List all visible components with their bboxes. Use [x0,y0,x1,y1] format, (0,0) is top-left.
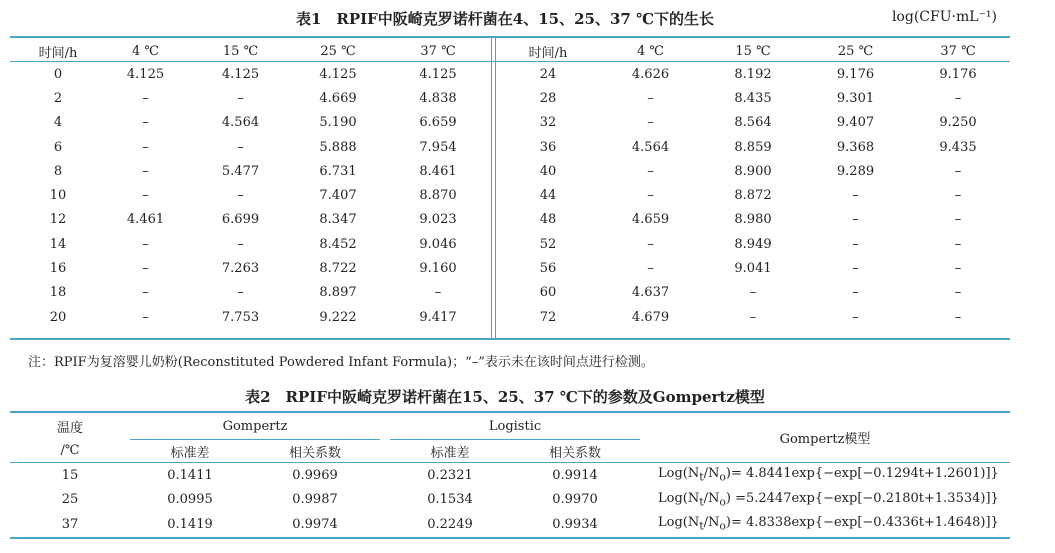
model-mid: /N [703,490,720,506]
table-cell: 4.637 [631,285,670,301]
table-cell: 0.9974 [292,516,338,532]
table-row [498,232,1008,256]
model-mid: /N [703,466,720,482]
table-cell: – [852,309,859,325]
table2 [10,413,1010,537]
table-cell: – [852,212,859,228]
table-row [18,111,488,135]
table-cell: 9.417 [419,309,457,325]
table-cell: 18 [49,285,67,301]
table-cell: 0.0995 [167,492,213,508]
table-cell: – [954,188,962,204]
table-cell: – [749,285,757,301]
table1-col-header: 4 ℃ [132,43,159,59]
spacer-cell [380,512,390,537]
table-cell: 52 [539,236,557,252]
table-row [498,305,1008,329]
model-prefix: Log(N [658,490,700,506]
table1-col-header: 25 ℃ [320,43,356,59]
table-row [498,256,1008,280]
table-cell: 32 [539,115,557,131]
table-cell: 9.407 [836,115,875,131]
table1-right [498,40,1008,329]
table-cell: – [852,261,859,277]
table1-title: 表1 RPIF中阪崎克罗诺杆菌在4、15、25、37 ℃下的生长 [295,10,715,28]
table1-left-header [18,40,488,62]
temp-header-top: 温度 [56,420,83,436]
table-cell: 6 [53,139,63,155]
table-cell: 44 [539,188,557,204]
table-cell: 8.900 [734,163,772,179]
table-cell: – [852,236,859,252]
table-cell: 5.888 [319,139,357,155]
table-cell: 36 [539,139,557,155]
table-cell: – [142,261,149,277]
gompertz-group-header: Gompertz [130,413,380,440]
table-cell: 8.897 [319,285,357,301]
model-body: )= 4.8441exp{−exp[−0.1294t+1.2601)]} [725,466,999,482]
table-cell: 7.263 [221,261,260,277]
model-mid: /N [703,515,720,531]
table-cell: 8.435 [734,90,772,106]
spacer-cell [380,488,390,513]
model-subscript-t: t [699,520,704,534]
table-row [18,86,488,110]
table-cell: 8 [53,163,63,179]
table-cell: 0.2249 [427,516,473,532]
table-cell: – [647,163,654,179]
table-cell: – [237,90,244,106]
table-row [498,159,1008,183]
model-prefix: Log(N [658,466,700,482]
table-cell: 8.564 [734,115,772,131]
table-cell: – [142,188,149,204]
table-cell: – [954,285,962,301]
model-subscript-0: o [719,520,726,534]
table-cell: 8.870 [419,188,457,204]
table-cell: 4.659 [631,212,670,228]
table-cell: – [852,285,859,301]
table-cell: 7.753 [221,309,260,325]
table-cell: 9.289 [836,163,875,179]
table-row [18,232,488,256]
table-cell: 9.160 [419,261,457,277]
table-cell: 4.461 [126,212,165,228]
table-cell: 60 [539,285,557,301]
table-cell: 0.9969 [292,467,338,483]
model-body: )= 4.8338exp{−exp[−0.4336t+1.4648)]} [725,515,999,531]
table2-bottom-rule [10,537,1010,539]
table-cell: 12 [49,212,67,228]
table-cell: 8.192 [734,66,772,82]
table-cell: 5.190 [319,115,357,131]
table-cell: 4.125 [221,66,260,82]
temp-header-bottom: /℃ [10,440,130,463]
table-row [10,463,1010,488]
model-equation [640,512,1010,537]
table-cell: 7.954 [419,139,457,155]
table-cell: 9.046 [419,236,457,252]
table-cell: 48 [539,212,557,228]
table-row [18,281,488,305]
table1-left [18,40,488,329]
model-body: ) =5.2447exp{−exp[−0.2180t+1.3534)]} [725,490,999,506]
model-prefix: Log(N [658,515,700,531]
table-cell: – [954,309,962,325]
model-equation [640,488,1010,513]
table-cell: 0.9934 [552,516,598,532]
table-cell: 9.176 [939,66,977,82]
table-cell: 8.452 [319,236,357,252]
table-cell: – [954,163,962,179]
table-cell: – [142,285,149,301]
table-row [498,135,1008,159]
table1-col-header: 37 ℃ [940,43,976,59]
table-cell: – [434,285,442,301]
table2-title: 表2 RPIF中阪崎克罗诺杆菌在15、25、37 ℃下的参数及Gompertz模型 [245,388,765,406]
table-row [18,208,488,232]
table-row [18,62,488,86]
table-cell: – [647,236,654,252]
table1-col-header: 25 ℃ [837,43,874,59]
table-cell: 7.407 [319,188,357,204]
table-row [18,256,488,280]
table-cell: 9.023 [419,212,457,228]
model-subscript-0: o [719,495,726,509]
table-cell: 9.222 [319,309,357,325]
table-cell: – [237,188,244,204]
table-cell: 16 [49,261,67,277]
table-cell: 9.435 [939,139,977,155]
table-cell: 40 [539,163,557,179]
table-cell: 9.176 [836,66,875,82]
model-subscript-t: t [699,495,704,509]
table-cell: 0.1419 [167,516,213,532]
table-cell: – [237,285,244,301]
model-equation [640,463,1010,488]
logistic-corr-header: 相关系数 [510,440,640,463]
table-cell: 4.564 [221,115,260,131]
table-cell: – [142,115,149,131]
table-row [18,135,488,159]
table1-note: 注：RPIF为复溶婴儿奶粉(Reconstituted Powdered Infant Formula)；“–”表示未在该时间点进行检测。 [28,355,654,370]
table-cell: – [647,90,654,106]
table1-right-header [498,40,1008,62]
table-row [498,62,1008,86]
table-row [498,86,1008,110]
table-cell: 10 [49,188,67,204]
table-cell: 5.477 [221,163,260,179]
table-cell: 0.9970 [552,492,598,508]
model-subscript-0: o [719,471,726,485]
table-cell: 4.564 [631,139,670,155]
table-cell: 8.980 [734,212,772,228]
table-cell: 24 [539,66,557,82]
table-cell: 4.125 [126,66,165,82]
table-cell: 4.125 [319,66,357,82]
table-cell: 8.347 [319,212,357,228]
logistic-group-header: Logistic [390,413,640,440]
table-row [10,512,1010,537]
table-cell: 2 [53,90,63,106]
table-cell: 28 [539,90,557,106]
table-cell: 0.2321 [427,467,473,483]
table-row [498,183,1008,207]
table-cell: 8.949 [734,236,772,252]
table1-bottom-rule [10,338,1010,340]
table-row [18,305,488,329]
table1-col-header: 4 ℃ [637,43,664,59]
table-cell: – [142,90,149,106]
table-cell: 0.9987 [292,492,338,508]
table-cell: 9.250 [939,115,977,131]
table-cell: 0.1534 [427,492,473,508]
table-cell: 4.679 [631,309,670,325]
table-cell: 0.1411 [167,467,213,483]
table-cell: – [237,139,244,155]
table-cell: – [954,90,962,106]
table-cell: – [142,163,149,179]
table-cell: 14 [49,236,67,252]
table1-top-rule [10,36,1010,38]
table-cell: 4.626 [631,66,670,82]
table-cell: – [954,261,962,277]
table-cell: – [954,212,962,228]
table-row [18,183,488,207]
table-cell: 4 [53,115,63,131]
table-cell: 6.659 [419,115,457,131]
table-cell: – [647,115,654,131]
table-cell: 72 [539,309,557,325]
table1-col-header: 时间/h [38,45,78,61]
table-cell: 20 [49,309,67,325]
table-cell: 0.9914 [552,467,598,483]
table-cell: 25 [61,492,79,508]
table-row [10,488,1010,513]
table-cell: 37 [61,516,79,532]
table-row [498,281,1008,305]
table-cell: 6.699 [221,212,260,228]
table-cell: – [237,236,244,252]
table-cell: – [749,309,757,325]
table1-col-header: 15 ℃ [735,43,771,59]
table-cell: – [142,236,149,252]
gompertz-corr-header: 相关系数 [250,440,380,463]
table-row [18,159,488,183]
table1-col-header: 时间/h [528,45,568,61]
table-cell: – [142,309,149,325]
table-cell: 8.872 [734,188,772,204]
table-cell: 8.859 [734,139,772,155]
table-row [498,208,1008,232]
table-cell: – [142,139,149,155]
table-cell: 8.461 [419,163,457,179]
table-cell: 8.722 [319,261,357,277]
table-cell: 9.041 [734,261,772,277]
table-cell: 4.669 [319,90,357,106]
model-subscript-t: t [699,471,704,485]
table1-divider [491,37,496,338]
table-cell: 9.368 [836,139,875,155]
table-cell: 0 [53,66,63,82]
table-cell: – [954,236,962,252]
table1-col-header: 15 ℃ [222,43,259,59]
table-cell: 4.838 [419,90,457,106]
logistic-std-header: 标准差 [390,440,510,463]
table-cell: 9.301 [836,90,875,106]
gompertz-std-header: 标准差 [130,440,250,463]
table-cell: 15 [61,467,79,483]
table-cell: 6.731 [319,163,357,179]
table1-col-header: 37 ℃ [420,43,456,59]
table-cell: – [852,188,859,204]
table-row [498,111,1008,135]
table-cell: – [647,261,654,277]
model-header: Gompertz模型 [640,413,1010,463]
table1-unit: log(CFU·mL⁻¹) [891,9,997,25]
spacer-cell [380,463,390,488]
table-cell: 56 [539,261,557,277]
table-cell: 4.125 [419,66,457,82]
table-cell: – [647,188,654,204]
